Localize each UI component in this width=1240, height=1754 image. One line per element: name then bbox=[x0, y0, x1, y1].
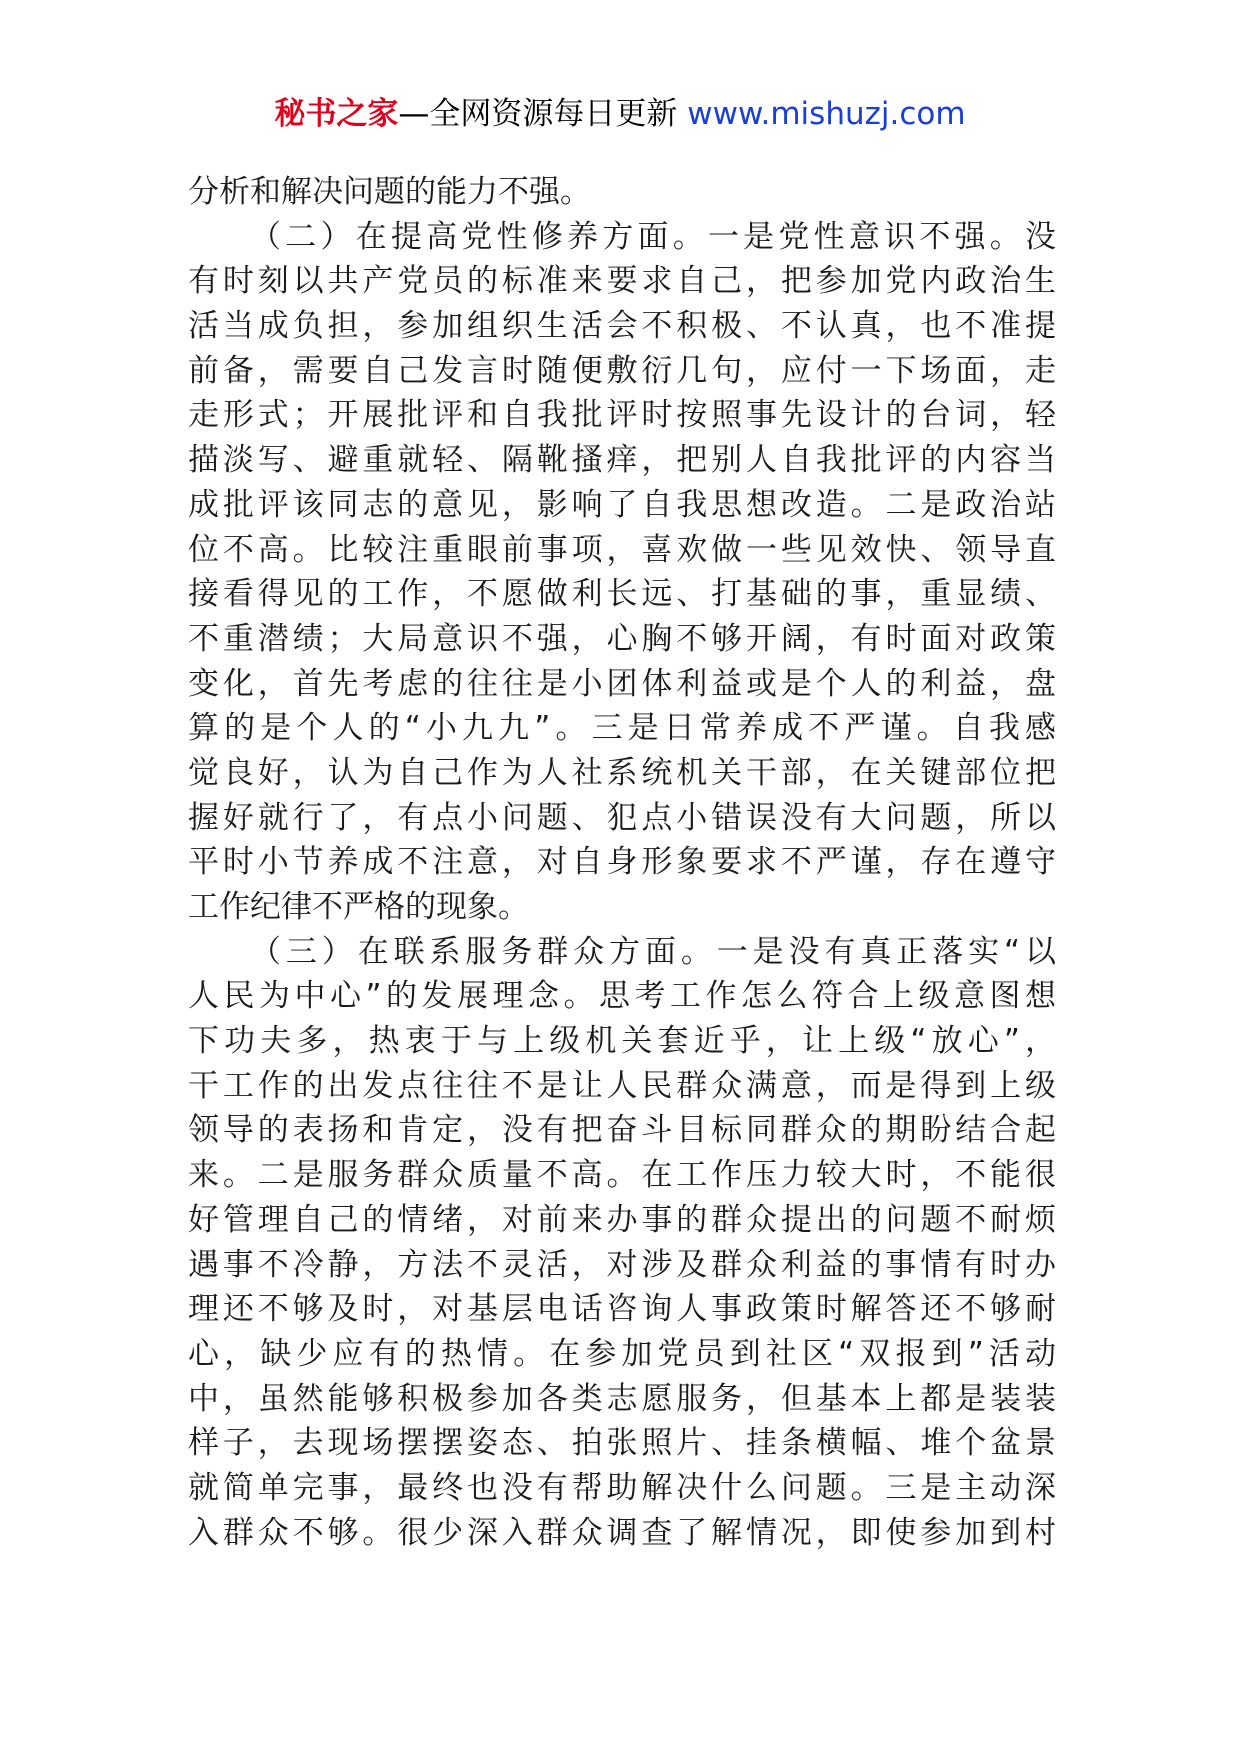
text-line: 中，虽然能够积极参加各类志愿服务，但基本上都是装装 bbox=[188, 1380, 1056, 1417]
site-header bbox=[0, 92, 1240, 136]
text-line: 不重潜绩；大局意识不强，心胸不够开阔，有时面对政策 bbox=[188, 620, 1056, 657]
text-line: 人民为中心”的发展理念。思考工作怎么符合上级意图想 bbox=[188, 978, 1056, 1015]
text-line: 平时小节养成不注意，对自身形象要求不严谨，存在遵守 bbox=[188, 844, 1056, 881]
text-line: 活当成负担，参加组织生活会不积极、不认真，也不准提 bbox=[188, 308, 1056, 345]
paragraph-start-line: （二）在提高党性修养方面。一是党性意识不强。没 bbox=[250, 218, 1056, 255]
text-line: 好管理自己的情绪，对前来办事的群众提出的问题不耐烦 bbox=[188, 1201, 1056, 1238]
text-line: 样子，去现场摆摆姿态、拍张照片、挂条横幅、堆个盆景 bbox=[188, 1425, 1056, 1462]
text-line: 成批评该同志的意见，影响了自我思想改造。二是政治站 bbox=[188, 486, 1056, 523]
header-tagline: —全网资源每日更新 bbox=[398, 96, 688, 132]
text-line: 位不高。比较注重眼前事项，喜欢做一些见效快、领导直 bbox=[188, 531, 1056, 568]
site-url-link[interactable]: www.mishuzj.com bbox=[687, 96, 966, 132]
text-line: 有时刻以共产党员的标准来要求自己，把参加党内政治生 bbox=[188, 263, 1056, 300]
text-line: 心，缺少应有的热情。在参加党员到社区“双报到”活动 bbox=[188, 1335, 1056, 1372]
brand-name: 秘书之家 bbox=[274, 96, 399, 132]
paragraph-start-line: （三）在联系服务群众方面。一是没有真正落实“以 bbox=[250, 933, 1056, 970]
text-line: 入群众不够。很少深入群众调查了解情况，即使参加到村 bbox=[188, 1514, 1056, 1551]
text-line: 握好就行了，有点小问题、犯点小错误没有大问题，所以 bbox=[188, 799, 1056, 836]
text-line: 干工作的出发点往往不是让人民群众满意，而是得到上级 bbox=[188, 1067, 1056, 1104]
text-line: 理还不够及时，对基层电话咨询人事政策时解答还不够耐 bbox=[188, 1291, 1056, 1328]
text-line: 接看得见的工作，不愿做利长远、打基础的事，重显绩、 bbox=[188, 576, 1056, 613]
text-line: 算的是个人的“小九九”。三是日常养成不严谨。自我感 bbox=[188, 710, 1056, 747]
text-line: 变化，首先考虑的往往是小团体利益或是个人的利益，盘 bbox=[188, 665, 1056, 702]
text-line: 描淡写、避重就轻、隔靴搔痒，把别人自我批评的内容当 bbox=[188, 442, 1056, 479]
text-line: 领导的表扬和肯定，没有把奋斗目标同群众的期盼结合起 bbox=[188, 1112, 1056, 1149]
text-line: 工作纪律不严格的现象。 bbox=[188, 889, 529, 925]
text-line: 就简单完事，最终也没有帮助解决什么问题。三是主动深 bbox=[188, 1469, 1056, 1506]
text-line: 来。二是服务群众质量不高。在工作压力较大时，不能很 bbox=[188, 1157, 1056, 1194]
document-body bbox=[188, 170, 1056, 1555]
text-line: 觉良好，认为自己作为人社系统机关干部，在关键部位把 bbox=[188, 754, 1056, 791]
text-line: 走形式；开展批评和自我批评时按照事先设计的台词，轻 bbox=[188, 397, 1056, 434]
text-line: 分析和解决问题的能力不强。 bbox=[188, 174, 591, 210]
text-line: 下功夫多，热衷于与上级机关套近乎，让上级“放心”， bbox=[188, 1023, 1056, 1060]
text-line: 遇事不冷静，方法不灵活，对涉及群众利益的事情有时办 bbox=[188, 1246, 1056, 1283]
text-line: 前备，需要自己发言时随便敷衍几句，应付一下场面，走 bbox=[188, 352, 1056, 389]
